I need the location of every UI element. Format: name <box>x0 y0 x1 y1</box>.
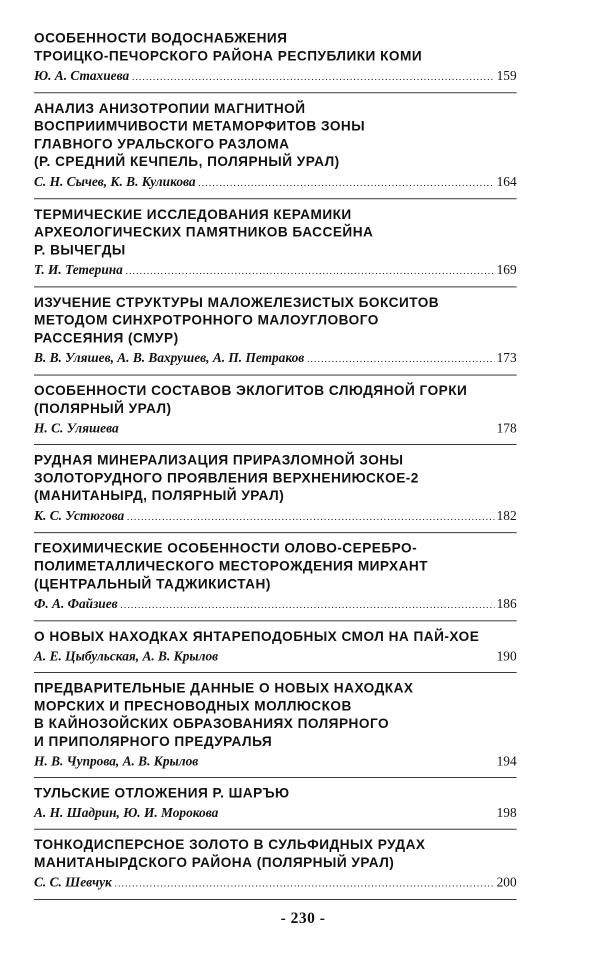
entry-title <box>34 30 517 66</box>
entry-title-line: ТУЛЬСКИЕ ОТЛОЖЕНИЯ Р. ШАРЪЮ <box>34 786 290 802</box>
entry-author-line <box>34 67 517 87</box>
entry-authors: А. Е. Цыбульская, А. В. Крылов <box>34 649 219 665</box>
entry-title-line: ОСОБЕННОСТИ ВОДОСНАБЖЕНИЯ <box>34 30 288 47</box>
dot-leader <box>127 507 494 527</box>
dot-leader <box>120 595 494 615</box>
dot-leader <box>126 262 494 282</box>
entry-author-line <box>34 647 517 667</box>
entry-page-number: 194 <box>496 754 517 770</box>
entry-page-number: 159 <box>496 69 517 84</box>
entry-title <box>34 100 517 171</box>
entry-authors: Н. С. Уляшева <box>34 421 119 437</box>
entry-authors: С. С. Шевчук <box>34 875 112 891</box>
entry-title-line: (Р. СРЕДНИЙ КЕЧПЕЛЬ, ПОЛЯРНЫЙ УРАЛ) <box>34 154 340 170</box>
entry-title-line: (ПОЛЯРНЫЙ УРАЛ) <box>34 401 172 417</box>
entry-title <box>34 294 517 347</box>
toc-entry <box>34 30 517 93</box>
toc-entry <box>34 785 517 830</box>
entry-author-line <box>34 804 517 824</box>
entry-author-line <box>34 752 517 772</box>
entry-author-line <box>34 595 517 615</box>
dot-leader <box>132 67 494 87</box>
entry-title <box>34 452 517 505</box>
entry-title-line: ТРОИЦКО-ПЕЧОРСКОГО РАЙОНА РЕСПУБЛИКИ КОМИ <box>34 48 423 64</box>
entry-page-number: 200 <box>496 875 517 891</box>
entry-authors: С. Н. Сычев, К. В. Куликова <box>34 175 196 190</box>
entry-author-line <box>34 261 517 281</box>
entry-page-number: 198 <box>496 806 517 821</box>
entry-author-line <box>34 419 517 439</box>
entry-title-line: АНАЛИЗ АНИЗОТРОПИИ МАГНИТНОЙ <box>34 101 306 117</box>
toc-list <box>34 30 517 900</box>
entry-title-line: ТЕРМИЧЕСКИЕ ИССЛЕДОВАНИЯ КЕРАМИКИ <box>34 207 352 223</box>
entry-title-line: МЕТОДОМ СИНХРОТРОННОГО МАЛОУГЛОВОГО <box>34 313 379 329</box>
toc-entry <box>34 837 517 900</box>
entry-title-line: Р. ВЫЧЕГДЫ <box>34 242 126 258</box>
entry-authors: В. В. Уляшев, А. В. Вахрушев, А. П. Петраков <box>34 351 305 366</box>
entry-author-line <box>34 172 517 192</box>
entry-page-number: 164 <box>496 175 517 190</box>
entry-title-line: ОСОБЕННОСТИ СОСТАВОВ ЭКЛОГИТОВ СЛЮДЯНОЙ ГОРКИ <box>34 383 468 399</box>
entry-title-line: ЗОЛОТОРУДНОГО ПРОЯВЛЕНИЯ ВЕРХНЕНИЮСКОЕ-2 <box>34 470 419 486</box>
entry-authors: А. Н. Шадрин, Ю. И. Морокова <box>34 806 219 821</box>
page-number-footer: - 230 - <box>280 910 326 927</box>
entry-title-line: ВОСПРИИМЧИВОСТИ МЕТАМОРФИТОВ ЗОНЫ <box>34 119 366 135</box>
entry-title <box>34 628 517 646</box>
toc-entry <box>34 100 517 199</box>
entry-title-line: ТОНКОДИСПЕРСНОЕ ЗОЛОТО В СУЛЬФИДНЫХ РУДАХ <box>34 837 426 853</box>
entry-authors: Н. В. Чупрова, А. В. Крылов <box>34 754 199 770</box>
dot-leader <box>115 874 494 894</box>
entry-author-line <box>34 873 517 893</box>
entry-title <box>34 206 517 259</box>
entry-title-line: МОРСКИХ И ПРЕСНОВОДНЫХ МОЛЛЮСКОВ <box>34 698 352 714</box>
dot-leader <box>307 350 494 370</box>
toc-entry <box>34 680 517 778</box>
entry-page-number: 190 <box>496 649 517 665</box>
entry-title <box>34 383 517 419</box>
entry-title-line: АРХЕОЛОГИЧЕСКИХ ПАМЯТНИКОВ БАССЕЙНА <box>34 225 374 241</box>
toc-entry <box>34 628 517 673</box>
entry-page-number: 186 <box>496 597 517 612</box>
entry-page-number: 178 <box>496 421 517 437</box>
entry-page-number: 169 <box>496 263 517 278</box>
entry-title-line: В КАЙНОЗОЙСКИХ ОБРАЗОВАНИЯХ ПОЛЯРНОГО <box>34 716 390 732</box>
entry-authors: Ю. А. Стахиева <box>34 69 130 84</box>
entry-title-line: ГЛАВНОГО УРАЛЬСКОГО РАЗЛОМА <box>34 136 290 152</box>
entry-title-line: ИЗУЧЕНИЕ СТРУКТУРЫ МАЛОЖЕЛЕЗИСТЫХ БОКСИТОВ <box>34 295 440 311</box>
entry-author-line <box>34 506 517 526</box>
entry-title-line: ПРЕДВАРИТЕЛЬНЫЕ ДАННЫЕ О НОВЫХ НАХОДКАХ <box>34 680 414 697</box>
toc-entry <box>34 383 517 445</box>
entry-title-line: РУДНАЯ МИНЕРАЛИЗАЦИЯ ПРИРАЗЛОМНОЙ ЗОНЫ <box>34 452 404 469</box>
entry-title-line: (ЦЕНТРАЛЬНЫЙ ТАДЖИКИСТАН) <box>34 576 271 592</box>
entry-title <box>34 837 517 873</box>
entry-authors: К. С. Устюгова <box>34 509 125 524</box>
entry-title <box>34 680 517 751</box>
toc-entry <box>34 540 517 621</box>
entry-page-number: 173 <box>496 351 517 366</box>
entry-title-line: МАНИТАНЫРДСКОГО РАЙОНА (ПОЛЯРНЫЙ УРАЛ) <box>34 855 395 871</box>
entry-author-line <box>34 349 517 369</box>
entry-page-number: 182 <box>496 509 517 524</box>
toc-entry <box>34 452 517 533</box>
toc-entry <box>34 206 517 287</box>
entry-title-line: ГЕОХИМИЧЕСКИЕ ОСОБЕННОСТИ ОЛОВО-СЕРЕБРО- <box>34 541 418 557</box>
entry-title-line: И ПРИПОЛЯРНОГО ПРЕДУРАЛЬЯ <box>34 734 273 750</box>
entry-title-line: РАССЕЯНИЯ (СМУР) <box>34 330 179 347</box>
entry-title-line: О НОВЫХ НАХОДКАХ ЯНТАРЕПОДОБНЫХ СМОЛ НА ПАЙ-ХОЕ <box>34 629 480 645</box>
entry-title-line: ПОЛИМЕТАЛЛИЧЕСКОГО МЕСТОРОЖДЕНИЯ МИРХАНТ <box>34 558 429 575</box>
entry-title-line: (МАНИТАНЫРД, ПОЛЯРНЫЙ УРАЛ) <box>34 488 285 504</box>
entry-title <box>34 540 517 593</box>
toc-entry <box>34 294 517 375</box>
entry-authors: Т. И. Тетерина <box>34 263 123 278</box>
entry-authors: Ф. А. Файзиев <box>34 597 118 612</box>
table-of-contents <box>34 30 517 900</box>
entry-title <box>34 785 517 803</box>
dot-leader <box>198 173 494 193</box>
